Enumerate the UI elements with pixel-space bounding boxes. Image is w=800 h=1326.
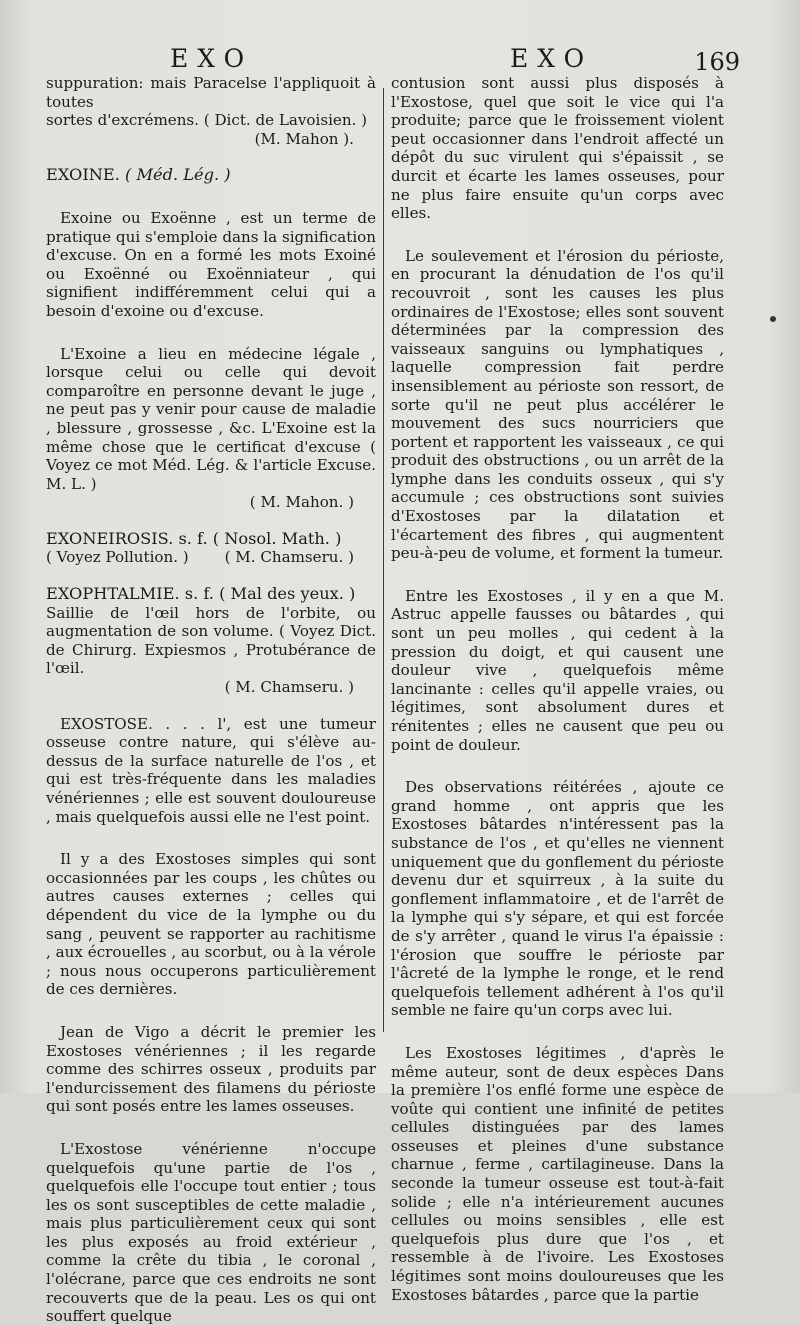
paragraph: Jean de Vigo a décrit le premier les Exostoses vénériennes ; il les regarde comme des schirres osseux , produits par l'endurcissement des filamens du périoste qui sont posés entre les lames osseuses. [46,1022,376,1116]
paragraph: Entre les Exostoses , il y en a que M. Astruc appelle fausses ou bâtardes , qui sont un peu molles , qui cedent à la pression du doigt, et qui causent une douleur vive , quelquefois même lancinante : celles qu'il appelle vraies, ou légitimes, sont absolument dures et rénitentes ; elles ne causent que peu ou point de douleur. [391,586,724,754]
paragraph: L'Exostose vénérienne n'occupe quelquefois qu'une partie de l'os , quelquefois elle l'occupe tout entier ; tous les os sont susceptibles de cette maladie , mais plus particulièrement ceux qui sont les plus exposés au froid extérieur , comme la crête du tibia , le coronal , l'olécrane, parce que ces endroits ne sont recouverts que de la peau. Les os qui ont souffert quelque [46,1139,376,1326]
paragraph: contusion sont aussi plus disposés à l'Exostose, quel que soit le vice qui l'a produite; parce que le froissement violent peut occasionner dans l'endroit affecté un dépôt du suc virulent qui s'épaissit , se durcit et écarte les lames osseuses, pour ne plus faire ensuite qu'un corps avec elles. [391,74,724,223]
paragraph: L'Exoine a lieu en médecine légale , lorsque celui ou celle qui devoit comparoître en personne devant le juge , ne peut pas y venir pour cause de maladie , blessure , grossesse , &c. L'Exoine est la même chose que le certificat d'excuse ( Voyez ce mot Méd. Lég. & l'article Excuse. M. L. ) [46,344,376,493]
header-left-word: EXO [170,44,254,73]
entry-heading-exoneirosis: EXONEIROSIS. s. f. ( Nosol. Math. ) [46,528,342,548]
author-signature: ( M. Chamseru. ) [224,678,354,697]
text-line: sortes d'excrémens. ( Dict. de Lavoisien. ) [46,111,368,130]
paragraph: Saillie de l'œil hors de l'orbite, ou augmentation de son volume. ( Voyez Dict. de Chirurg. Expiesmos , Protubérance de l'œil. [46,603,376,678]
running-header [40,44,740,78]
paragraph: Exoine ou Exoënne , est un terme de pratique qui s'emploie dans la signification d'excuse. On en a formé les mots Exoiné ou Exoënné ou Exoënniateur , qui signifient indifféremment celui qui a besoin d'exoine ou d'excuse. [46,208,376,320]
entry-term: EXOINE. [46,165,120,185]
header-right-word: EXO [510,44,594,73]
ink-spot [770,316,776,322]
author-signature: ( M. Mahon. ) [249,493,354,512]
page-number: 169 [694,48,740,76]
author-signature: (M. Mahon ). [254,129,354,148]
reference-text: ( Voyez Pollution. ) [46,548,189,567]
author-signature: ( M. Chamseru. ) [224,548,354,567]
entry-category: ( Méd. Lég. ) [125,165,231,185]
left-column [46,74,376,1326]
paragraph: Les Exostoses légitimes , d'après le même auteur, sont de deux espèces Dans la première l'os enflé forme une espèce de voûte qui contient une infinité de petites cellules distinguées par des lames osseuses et pleines d'une substance charnue , ferme , cartilagineuse. Dans la seconde la tumeur osseuse est tout-à-fait solide ; elle n'a intérieurement aucunes cellules ou moins sensibles , elle est quelquefois plus dure que l'os , et ressemble à de l'ivoire. Les Exostoses légitimes sont moins douloureuses que les Exostoses bâtardes , parce que la partie [391,1043,724,1304]
entry-heading-exoine [46,166,376,185]
paragraph: Le soulevement et l'érosion du périoste, en procurant la dénudation de l'os qu'il recouvroit , sont les causes les plus ordinaires de l'Exostose; elles sont souvent déterminées par la compression des vaisseaux sanguins ou lymphatiques , laquelle compression fait perdre insensiblement au périoste son ressort, de sorte qu'il ne peut plus accélérer le mouvement des sucs nourriciers que portent et rapportent les vaisseaux , ce qui produit des obstructions , ou un arrêt de la lymphe dans les conduits osseux , qui s'y accumule ; ces obstructions sont suivies d'Exostoses par la dilatation et l'écartement des fibres , qui augmentent peu-à-peu de volume, et forment la tumeur. [391,246,724,563]
paragraph: Des observations réitérées , ajoute ce grand homme , ont appris que les Exostoses bâtardes n'intéressent pas la substance de l'os , et qu'elles ne viennent uniquement que du gonflement du périoste devenu dur et squirreux , à la suite du gonflement inflammatoire , et de l'arrêt de la lymphe qui s'y sépare, et qui est forcée de s'y arrêter , quand le virus l'a épaissie : l'érosion que souffre le périoste par l'âcreté de la lymphe le ronge, et le rend quelquefois tellement adhérent à l'os qu'il semble ne faire qu'un corps avec lui. [391,778,724,1020]
paragraph: Il y a des Exostoses simples qui sont occasionnées par les coups , les chûtes ou autres causes externes ; celles qui dépendent du vice de la lymphe ou du sang , peuvent se rapporter au rachitisme , aux écrouelles , au scorbut, ou à la vérole ; nous nous occuperons particulièrement de ces dernières. [46,850,376,999]
entry-heading-exostose: EXOSTOSE. . . . l', est une tumeur osseuse contre nature, qui s'élève au-dessus de la surface naturelle de l'os , et qui est très-fréquente dans les maladies vénériennes ; elle est souvent douloureuse , mais quelquefois aussi elle ne l'est point. [46,714,376,826]
column-divider [383,88,384,1032]
right-column [391,74,724,1304]
cross-reference [46,548,376,567]
text-line: suppuration: mais Paracelse l'appliquoit à toutes [46,74,376,111]
entry-heading-exophtalmie: EXOPHTALMIE. s. f. ( Mal des yeux. ) [46,584,356,604]
